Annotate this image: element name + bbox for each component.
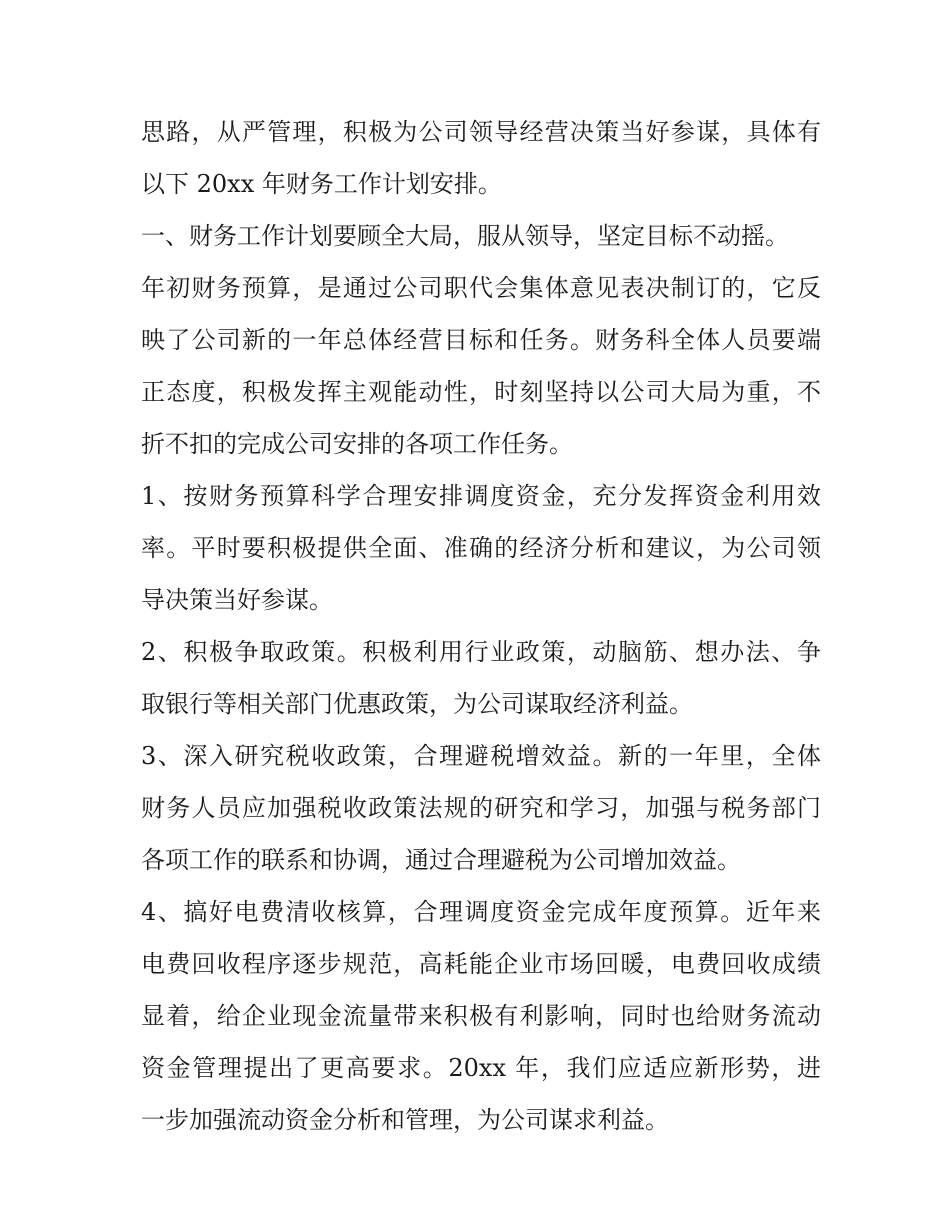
text-line: 率。平时要积极提供全面、准确的经济分析和建议，为公司领 [141, 534, 821, 562]
text-line: 导决策当好参谋。 [141, 586, 333, 614]
text-line: 资金管理提出了更高要求。20xx 年，我们应适应新形势，进 [141, 1054, 821, 1082]
text-line: 一步加强流动资金分析和管理，为公司谋求利益。 [141, 1106, 669, 1134]
text-line: 思路，从严管理，积极为公司领导经营决策当好参谋，具体有 [141, 118, 821, 146]
text-line: 3、深入研究税收政策，合理避税增效益。新的一年里，全体 [141, 742, 821, 770]
text-line: 显着，给企业现金流量带来积极有利影响，同时也给财务流动 [141, 1002, 821, 1030]
text-line: 折不扣的完成公司安排的各项工作任务。 [141, 430, 573, 458]
document-body [141, 106, 821, 1146]
text-line: 各项工作的联系和协调，通过合理避税为公司增加效益。 [141, 846, 741, 874]
text-line: 映了公司新的一年总体经营目标和任务。财务科全体人员要端 [141, 326, 821, 354]
text-line: 1、按财务预算科学合理安排调度资金，充分发挥资金利用效 [141, 482, 821, 510]
text-line: 以下 20xx 年财务工作计划安排。 [141, 170, 502, 198]
text-line: 取银行等相关部门优惠政策，为公司谋取经济利益。 [141, 690, 693, 718]
text-line: 年初财务预算，是通过公司职代会集体意见表决制订的，它反 [141, 274, 821, 302]
text-line: 电费回收程序逐步规范，高耗能企业市场回暖，电费回收成绩 [141, 950, 821, 978]
text-line: 一、财务工作计划要顾全大局，服从领导，坚定目标不动摇。 [141, 222, 789, 250]
text-line: 正态度，积极发挥主观能动性，时刻坚持以公司大局为重，不 [141, 378, 821, 406]
text-line: 2、积极争取政策。积极利用行业政策，动脑筋、想办法、争 [141, 638, 821, 666]
text-line: 财务人员应加强税收政策法规的研究和学习，加强与税务部门 [141, 794, 821, 822]
text-line: 4、搞好电费清收核算，合理调度资金完成年度预算。近年来 [141, 898, 821, 926]
